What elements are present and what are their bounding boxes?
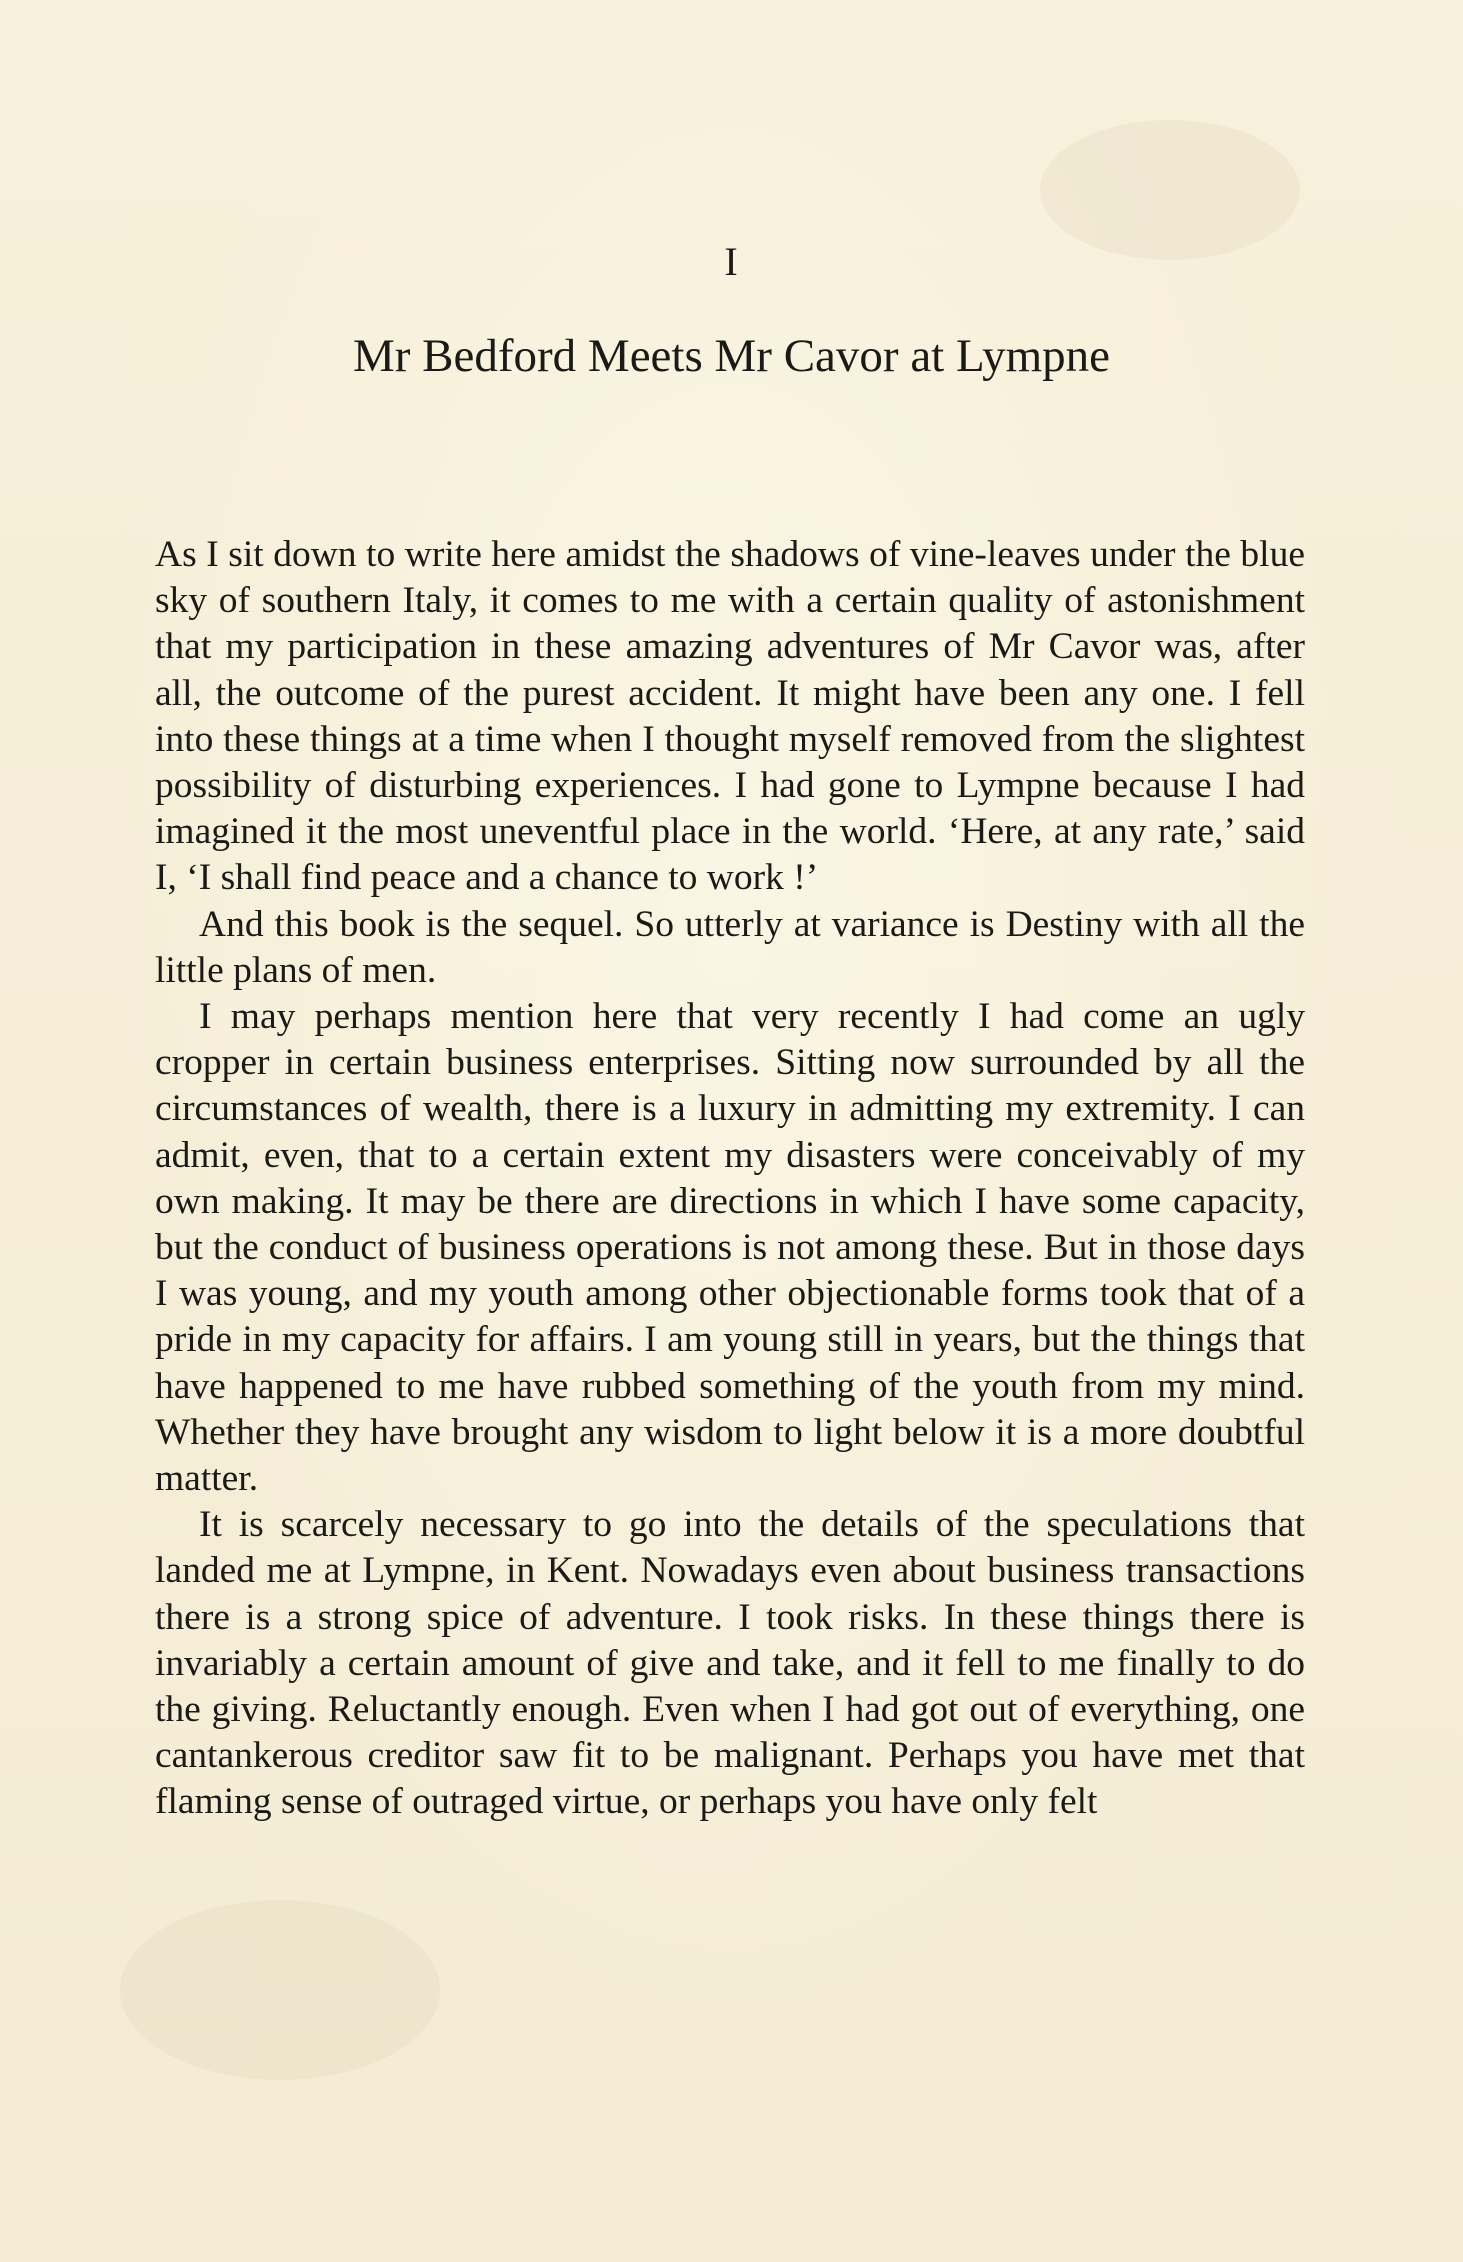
chapter-number: I <box>724 239 739 284</box>
paragraph: I may perhaps mention here that very recently I had come an ugly cropper in certain business enterprises. Sitting now surrounded by all the circumstances of wealth, there is a luxury in admitting my extremity. I can admit, even, that to a certain extent my disasters were conceivably of my own making. It may be there are directions in which I have some capacity, but the conduct of business operations is not among these. But in those days I was young, and my youth among other objectionable forms took that of a pride in my capacity for affairs. I am young still in years, but the things that have happened to me have rubbed something of the youth from my mind. Whether they have brought any wisdom to light below it is a more doubtful matter. <box>155 996 1305 1500</box>
paper-stain <box>1040 120 1300 260</box>
paragraph: It is scarcely necessary to go into the details of the speculations that landed me at Lympne, in Kent. Nowadays even about business transactions there is a strong spice of adventure. I took risks. In these things there is invariably a certain amount of give and take, and it fell to me finally to do the giving. Reluctantly enough. Even when I had got out of everything, one cantankerous creditor saw fit to be malignant. Perhaps you have met that flaming sense of outraged virtue, or perhaps you have only felt <box>155 1504 1305 1823</box>
paragraph: And this book is the sequel. So utterly at variance is Destiny with all the little plans of men. <box>155 903 1305 991</box>
chapter-body <box>155 532 1305 1826</box>
paper-stain <box>120 1900 440 2080</box>
chapter-title: Mr Bedford Meets Mr Cavor at Lympne <box>352 330 1111 382</box>
paragraph: As I sit down to write here amidst the shadows of vine-leaves under the blue sky of southern Italy, it comes to me with a certain quality of astonishment that my participation in these amazing adventures of Mr Cavor was, after all, the outcome of the purest accident. It might have been any one. I fell into these things at a time when I thought myself removed from the slightest possibility of disturbing experiences. I had gone to Lympne because I had imagined it the most uneventful place in the world. ‘Here, at any rate,’ said I, ‘I shall find peace and a chance to work !’ <box>155 534 1305 899</box>
